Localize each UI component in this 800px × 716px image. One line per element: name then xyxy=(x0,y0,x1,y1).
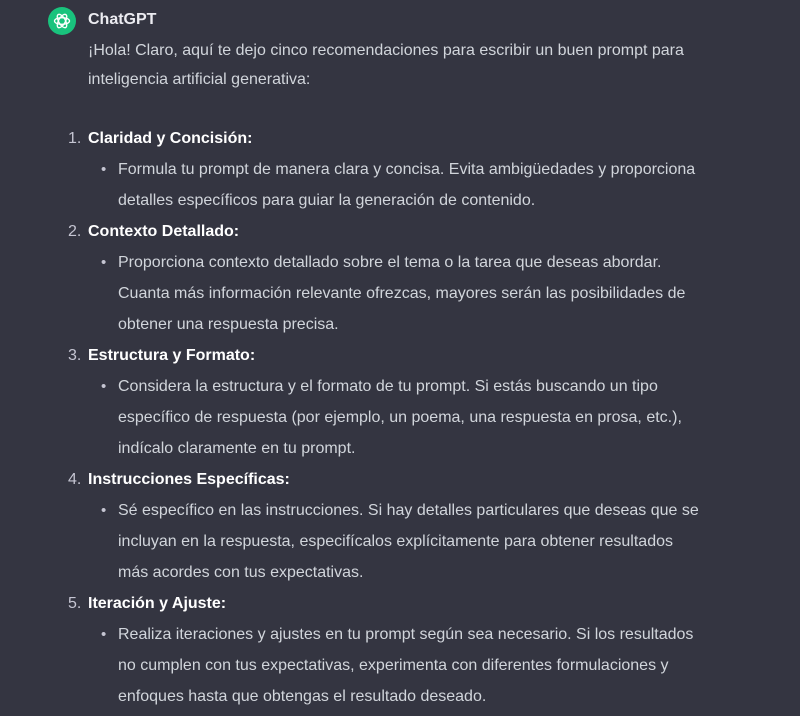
bullet-point xyxy=(88,371,788,464)
list-item-heading xyxy=(68,123,788,154)
bullet-line: Proporciona contexto detallado sobre el tema o la tarea que deseas abordar. xyxy=(118,254,662,271)
list-number: 2. xyxy=(68,223,82,240)
bullet-line: más acordes con tus expectativas. xyxy=(118,564,364,581)
bullet-line: Considera la estructura y el formato de tu prompt. Si estás buscando un tipo xyxy=(118,378,658,395)
bullet-line: Formula tu prompt de manera clara y concisa. Evita ambigüedades y proporciona xyxy=(118,161,696,178)
list-item-heading xyxy=(68,588,788,619)
list-number: 4. xyxy=(68,471,82,488)
bullet-icon: • xyxy=(101,378,107,395)
bullet-point xyxy=(88,495,788,588)
list-number: 5. xyxy=(68,595,82,612)
paragraph-gap xyxy=(88,94,788,123)
bullet-icon: • xyxy=(101,254,107,271)
list-item-heading xyxy=(68,216,788,247)
bullet-line: específico de respuesta (por ejemplo, un poema, una respuesta en prosa, etc.), xyxy=(118,409,682,426)
bullet-line: detalles específicos para guiar la generación de contenido. xyxy=(118,192,536,209)
list-item xyxy=(68,588,788,712)
list-item-heading xyxy=(68,464,788,495)
bullet-line: Realiza iteraciones y ajustes en tu prompt según sea necesario. Si los resultados xyxy=(118,626,694,643)
bullet-icon: • xyxy=(101,161,107,178)
intro-line: inteligencia artificial generativa: xyxy=(88,71,311,88)
avatar xyxy=(48,7,76,35)
bullet-point xyxy=(88,619,788,712)
bullet-icon: • xyxy=(101,626,107,643)
message-body xyxy=(68,36,788,712)
list-item-title: Iteración y Ajuste: xyxy=(88,595,227,612)
list-item xyxy=(68,340,788,464)
list-number: 1. xyxy=(68,130,82,147)
bullet-line: Cuanta más información relevante ofrezcas, mayores serán las posibilidades de xyxy=(118,285,686,302)
bullet-line: incluyan en la respuesta, especifícalos explícitamente para obtener resultados xyxy=(118,533,673,550)
bullet-point xyxy=(88,247,788,340)
list-item xyxy=(68,216,788,340)
list-item xyxy=(68,123,788,216)
list-item-heading xyxy=(68,340,788,371)
list-item-title: Instrucciones Específicas: xyxy=(88,471,290,488)
list-item-title: Contexto Detallado: xyxy=(88,223,240,240)
list-item xyxy=(68,464,788,588)
list-item-title: Claridad y Concisión: xyxy=(88,130,253,147)
openai-logo-icon xyxy=(52,11,72,31)
bullet-line: indícalo claramente en tu prompt. xyxy=(118,440,356,457)
list-item-title: Estructura y Formato: xyxy=(88,347,256,364)
message-author: ChatGPT xyxy=(88,11,157,28)
bullet-line: enfoques hasta que obtengas el resultado deseado. xyxy=(118,688,487,705)
bullet-icon: • xyxy=(101,502,107,519)
list-number: 3. xyxy=(68,347,82,364)
bullet-line: no cumplen con tus expectativas, experimenta con diferentes formulaciones y xyxy=(118,657,669,674)
bullet-line: Sé específico en las instrucciones. Si hay detalles particulares que deseas que se xyxy=(118,502,699,519)
bullet-point xyxy=(88,154,788,216)
bullet-line: obtener una respuesta precisa. xyxy=(118,316,339,333)
intro-line: ¡Hola! Claro, aquí te dejo cinco recomendaciones para escribir un buen prompt para xyxy=(88,42,684,59)
